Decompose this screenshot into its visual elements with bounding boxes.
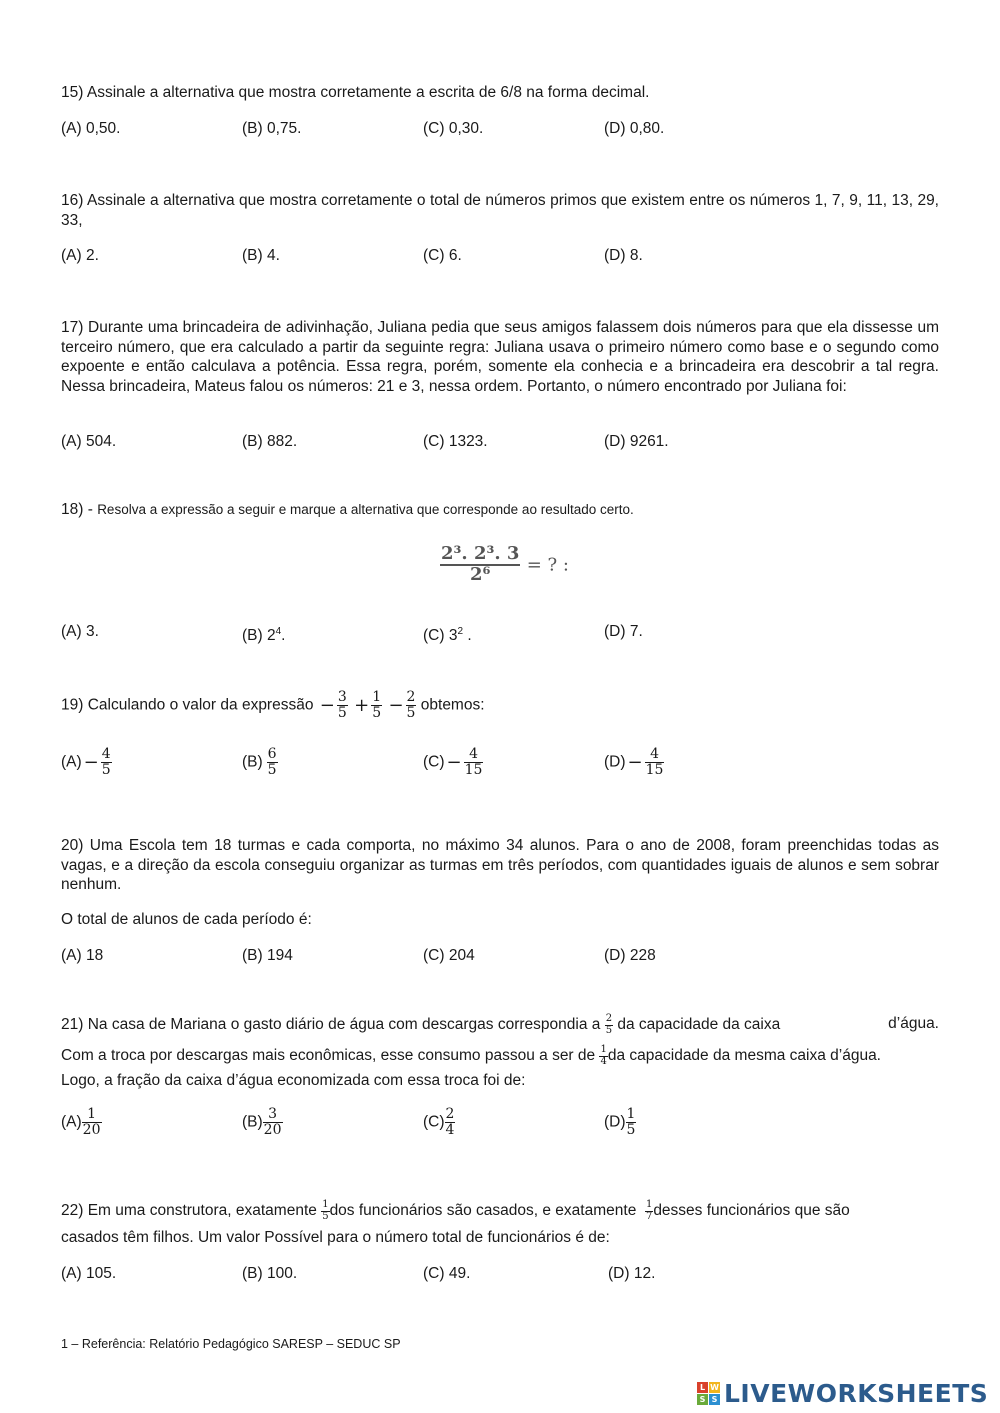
q22-line-1-text-a: 22) Em uma construtora, exatamente: [61, 1202, 317, 1220]
q15-option-c[interactable]: (C) 0,30.: [423, 120, 484, 137]
q20-option-b[interactable]: (B) 194: [242, 947, 293, 964]
liveworksheets-brand[interactable]: LIVEWORKSHEETS: [724, 1379, 989, 1408]
q19-fraction-2-numerator: 1: [372, 689, 382, 705]
q18-option-c-label: (C): [423, 627, 445, 645]
q20-option-a[interactable]: (A) 18: [61, 947, 104, 964]
q19-option-a-label: (A): [61, 753, 82, 771]
q22-line-1-text-b: dos funcionários são casados, e exatamente: [329, 1202, 637, 1220]
q21-option-d-numerator: 1: [626, 1106, 636, 1122]
q21-option-b-numerator: 3: [263, 1107, 283, 1123]
q22-option-d[interactable]: (D) 12.: [608, 1265, 656, 1282]
q19-option-a[interactable]: [61, 747, 112, 777]
q18-option-b[interactable]: [242, 622, 285, 645]
q19-option-c-denominator: 15: [464, 761, 483, 778]
q21-option-c-fraction: [445, 1107, 456, 1137]
q22-option-b[interactable]: (B) 100.: [242, 1265, 298, 1282]
q19-fraction-2-denominator: 5: [372, 704, 382, 721]
q21-option-b-fraction: [263, 1107, 283, 1137]
q19-option-b[interactable]: [242, 747, 278, 777]
q17-option-a[interactable]: (A) 504.: [61, 433, 117, 450]
q17-option-d[interactable]: (D) 9261.: [604, 433, 669, 450]
q19-option-b-label: (B): [242, 753, 263, 771]
q21-option-a-numerator: 1: [82, 1107, 102, 1123]
q21-option-c-numerator: 2: [445, 1106, 455, 1122]
q19-fraction-1: [337, 690, 348, 720]
q21-line-1-text-b: da capacidade da caixa: [617, 1016, 781, 1034]
q18-option-d-label: (D): [604, 623, 626, 640]
q19-option-b-denominator: 5: [267, 761, 277, 778]
q19-option-a-fraction: [101, 747, 112, 777]
q19-fraction-2: [371, 690, 382, 720]
q18-expression: [440, 545, 569, 585]
q21-fraction-1: [605, 1014, 613, 1036]
q22-fraction-2-denominator: 7: [645, 1210, 653, 1222]
q18-option-b-base: 2: [266, 627, 276, 645]
q18-number: 18) -: [61, 501, 93, 518]
q22-fraction-1-denominator: 5: [322, 1210, 329, 1222]
q16-option-b[interactable]: (B) 4.: [242, 247, 280, 264]
q19-fraction-1-numerator: 3: [337, 689, 347, 705]
q18-option-a[interactable]: [61, 622, 99, 641]
q21-line-2-text-b: da capacidade da mesma caixa d’água.: [607, 1047, 881, 1065]
q19-option-c-sign: −: [446, 751, 462, 773]
q18-option-b-exponent: 4: [275, 626, 282, 637]
q18-option-c-end: .: [463, 627, 472, 645]
q18-option-b-end: .: [281, 627, 286, 645]
q19-statement: 19) Calculando o valor da expressão: [61, 696, 314, 714]
q21-option-d[interactable]: [604, 1107, 636, 1137]
footer-reference: 1 – Referência: Relatório Pedagógico SARESP – SEDUC SP: [61, 1337, 401, 1351]
q21-fraction-2: [599, 1045, 607, 1067]
q19-option-c-label: (C): [423, 753, 445, 771]
logo-tile-green: S: [697, 1394, 708, 1405]
question-21-line-2: [61, 1045, 881, 1067]
q19-option-c[interactable]: [423, 747, 483, 777]
q19-plus-sign: +: [354, 694, 370, 716]
q21-option-a-fraction: [82, 1107, 102, 1137]
q20-option-c[interactable]: (C) 204: [423, 947, 475, 964]
q18-option-a-label: (A): [61, 623, 82, 640]
q19-fraction-3: [406, 690, 417, 720]
q21-option-c-label: (C): [423, 1113, 445, 1131]
q19-option-d-denominator: 15: [645, 761, 664, 778]
q22-line-1-text-c: desses funcionários que são: [653, 1202, 850, 1220]
q21-option-b[interactable]: [242, 1107, 283, 1137]
q17-option-c[interactable]: (C) 1323.: [423, 433, 488, 450]
q19-minus-sign-2: −: [388, 694, 404, 716]
question-16-text: 16) Assinale a alternativa que mostra corretamente o total de números primos que existem entre os números 1, 7, 9, 11, 13, 29, 33,: [61, 192, 939, 229]
q21-line-1-text-c: d’água.: [888, 1015, 939, 1032]
logo-tile-blue: S: [709, 1394, 720, 1405]
q21-fraction-2-numerator: 1: [600, 1044, 607, 1055]
q21-option-d-fraction: [626, 1107, 637, 1137]
q21-option-b-denominator: 20: [263, 1121, 282, 1138]
q15-option-b[interactable]: (B) 0,75.: [242, 120, 302, 137]
q18-option-d-value: 7.: [629, 623, 643, 640]
q21-line-2-text-a: Com a troca por descargas mais econômicas, esse consumo passou a ser de: [61, 1047, 596, 1065]
q21-fraction-1-numerator: 2: [605, 1013, 613, 1024]
q19-fraction-3-numerator: 2: [406, 689, 416, 705]
q19-fraction-1-denominator: 5: [337, 704, 347, 721]
q19-option-c-fraction: [464, 747, 484, 777]
q18-option-a-value: 3.: [85, 623, 99, 640]
q19-minus-sign: −: [319, 694, 335, 716]
q16-option-c[interactable]: (C) 6.: [423, 247, 462, 264]
q21-option-a-denominator: 20: [82, 1121, 101, 1138]
q19-option-b-fraction: [267, 747, 278, 777]
question-20-text: 20) Uma Escola tem 18 turmas e cada comporta, no máximo 34 alunos. Para o ano de 2008, foram preenchidas todas as vagas, e a direção da escola conseguiu organizar as turmas em três períodos, com quantidades iguais de alunos e sem sobrar nenhum.: [61, 837, 939, 893]
q18-option-b-label: (B): [242, 627, 263, 645]
question-19-text: [61, 690, 485, 720]
q21-fraction-1-denominator: 5: [605, 1024, 613, 1036]
q18-option-c[interactable]: [423, 622, 472, 645]
question-22-line-2: casados têm filhos. Um valor Possível para o número total de funcionários é de:: [61, 1229, 610, 1246]
q19-option-c-numerator: 4: [464, 747, 484, 763]
question-15-text: 15) Assinale a alternativa que mostra corretamente a escrita de 6/8 na forma decimal.: [61, 84, 650, 101]
q20-option-d[interactable]: (D) 228: [604, 947, 656, 964]
q21-line-1-text-a: 21) Na casa de Mariana o gasto diário de água com descargas correspondia a: [61, 1016, 601, 1034]
q18-expression-numerator: 2³. 2³. 3: [441, 543, 520, 564]
q19-option-a-sign: −: [83, 751, 99, 773]
q16-option-a[interactable]: (A) 2.: [61, 247, 99, 264]
q19-option-b-numerator: 6: [267, 746, 277, 762]
question-21-line-3: Logo, a fração da caixa d’água economizada com essa troca foi de:: [61, 1072, 526, 1089]
q22-fraction-2-numerator: 1: [645, 1199, 653, 1210]
q18-expression-tail: = ? :: [526, 554, 569, 576]
q21-option-a-label: (A): [61, 1113, 82, 1131]
q21-option-d-label: (D): [604, 1113, 626, 1131]
logo-tile-yellow: W: [710, 1383, 719, 1392]
q21-option-d-denominator: 5: [626, 1121, 636, 1138]
q19-option-a-denominator: 5: [101, 761, 111, 778]
q19-option-d-sign: −: [627, 751, 643, 773]
q21-option-c-denominator: 4: [445, 1121, 455, 1138]
liveworksheets-logo-icon: [697, 1382, 721, 1406]
q15-option-a[interactable]: (A) 0,50.: [61, 120, 121, 137]
q17-option-b[interactable]: (B) 882.: [242, 433, 298, 450]
q19-statement-end: obtemos:: [420, 696, 485, 714]
q18-statement: Resolva a expressão a seguir e marque a alternativa que corresponde ao resultado certo.: [97, 502, 634, 517]
q21-option-b-label: (B): [242, 1113, 263, 1131]
q18-option-c-base: 3: [448, 627, 458, 645]
q19-option-d[interactable]: [604, 747, 664, 777]
q19-option-d-label: (D): [604, 753, 626, 771]
q21-option-a[interactable]: [61, 1107, 102, 1137]
q20-question: O total de alunos de cada período é:: [61, 911, 312, 928]
q18-expression-fraction: [440, 545, 520, 585]
question-18-text: [61, 500, 939, 520]
q22-fraction-1: [321, 1200, 329, 1222]
q19-option-d-numerator: 4: [645, 747, 665, 763]
q21-option-c[interactable]: [423, 1107, 455, 1137]
q18-option-d[interactable]: [604, 622, 643, 641]
q22-option-a[interactable]: (A) 105.: [61, 1265, 117, 1282]
question-21-line-1: [61, 1014, 939, 1036]
q19-fraction-3-denominator: 5: [406, 704, 416, 721]
q16-option-d[interactable]: (D) 8.: [604, 247, 643, 264]
q22-option-c[interactable]: (C) 49.: [423, 1265, 471, 1282]
question-17-text: 17) Durante uma brincadeira de adivinhação, Juliana pedia que seus amigos falassem dois números para que ela dissesse um terceiro número, que era calculado a partir da seguinte regra: Juliana usava o primeiro número como base e o segundo como expoente e então calculava a potência. Essa regra, porém, somente ela conhecia e a brincadeira era descobrir a tal regra. Nessa brincadeira, Mateus falou os números: 21 e 3, nessa ordem. Portanto, o número encontrado por Juliana foi:: [61, 319, 939, 395]
q18-option-c-exponent: 2: [457, 626, 464, 637]
q21-fraction-2-denominator: 4: [600, 1055, 607, 1067]
q19-option-d-fraction: [645, 747, 665, 777]
q22-fraction-1-numerator: 1: [322, 1199, 329, 1210]
question-22-line-1: [61, 1200, 850, 1222]
q15-option-d[interactable]: (D) 0,80.: [604, 120, 665, 137]
q19-option-a-numerator: 4: [101, 746, 111, 762]
q18-expression-denominator: 2⁶: [470, 563, 491, 585]
logo-tile-red: L: [697, 1382, 708, 1393]
